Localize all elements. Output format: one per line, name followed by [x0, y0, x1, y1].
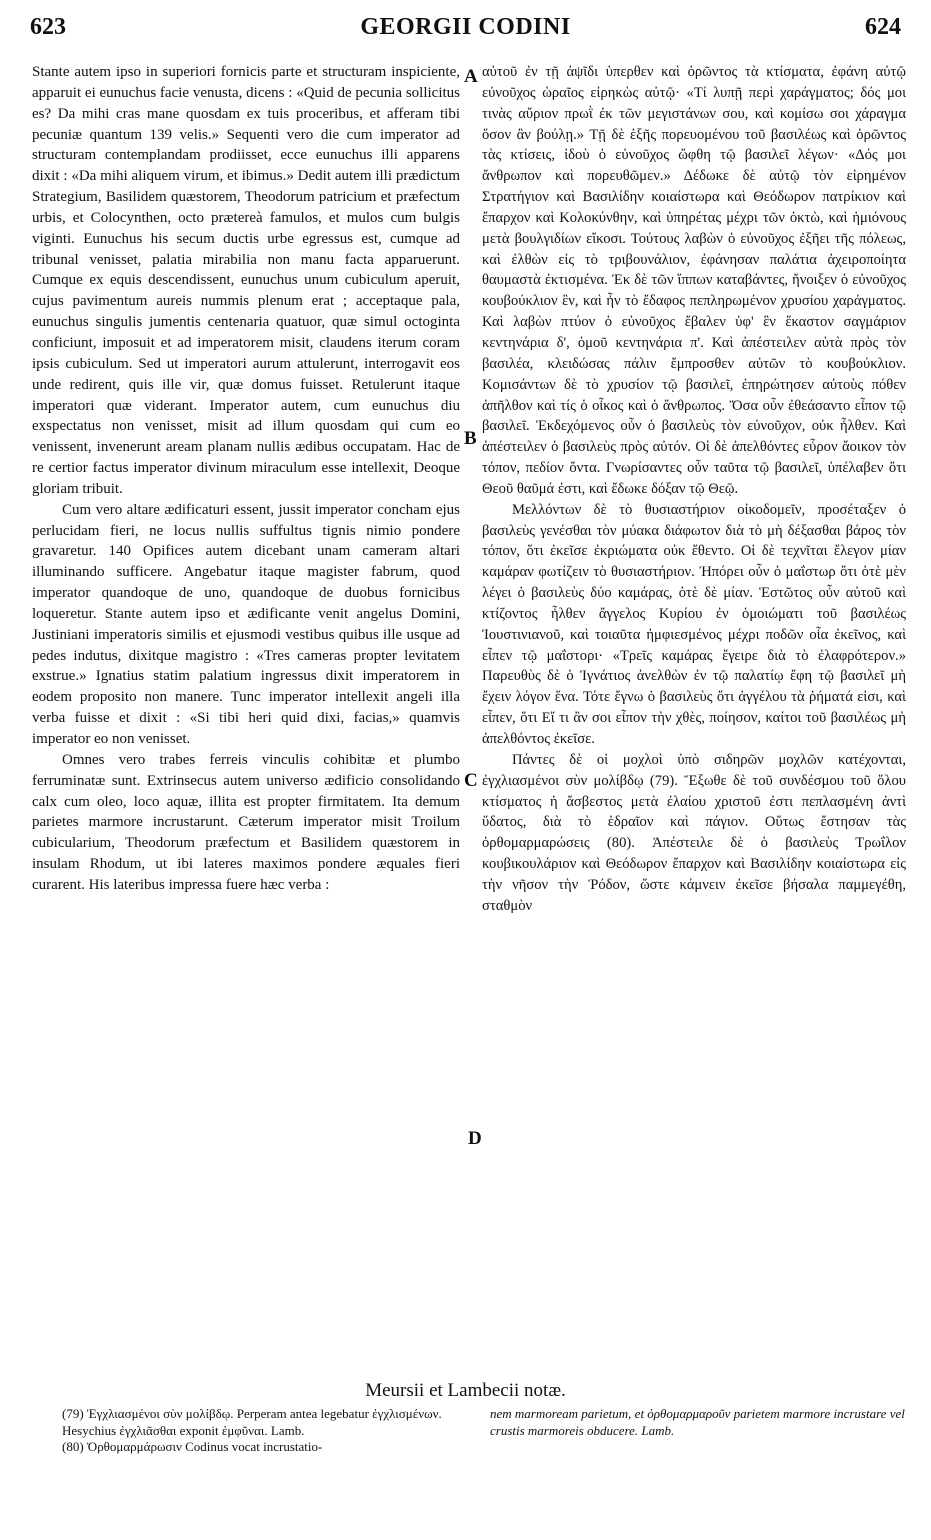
greek-paragraph: αὐτοῦ ἐν τῇ ἀψῖδι ὑπερθεν καὶ ὁρῶντος τὰ κτίσματα, ἐφάνη αὐτῷ εὐνοῦχος ὡραῖος εἰρηκὼς αὐτῷ· «Τί λυπῇ περὶ χαράγματος; δός μοι τινὰς αὔριον πρωῒ ἐκ τῶν μεγιστάνων σου, καὶ κομίσω σοι χάραγμα ὅσον ἂν βούλῃ.» Τῇ δὲ ἑξῆς πορευομένου τοῦ βασιλέως καὶ ὁρῶντος τὰς κτίσεις, ἰδοὺ ὁ εὐνοῦχος ὤφθη τῷ βασιλεῖ λέγων· «Δός μοι ἄνθρωπον καὶ πορευθῶμεν.» Δέδωκε δὲ αὐτῷ τὸν εἰρημένον Στρατήγιον καὶ Βασιλίδην κοιαίστωρα καὶ Θεόδωρον πατρίκιον καὶ ἔπαρχον καὶ Κολοκύνθην, καὶ ὑπηρέτας μέχρι τῶν ὀκτὼ, καὶ ἡμιόνους μετὰ βουλγιδίων εἴκοσι. Τούτους λαβὼν ὁ εὐνοῦχος ἐξῆει τῆς πόλεως, καὶ ἐλθὼν εἰς τὸ τριβουνάλιον, ἐφάνησαν παλάτια ἀχειροποίητα θαυμαστὰ ἐκτισμένα. Ἐκ δὲ τῶν ἵππων καταβάντες, ἤνοιξεν ὁ εὐνοῦχος κουβούκλιον ἓν, καὶ ἦν τὸ ἔδαφος πεπληρωμένον χρυσίου χαράγματος. Καὶ λαβὼν πτύον ὁ εὐνοῦχος ἔβαλεν ὑφ' ἓν ἕκαστον σαγμάριον κεντηνάρια δ', ὁμοῦ κεντηνάρια π'. Καὶ ἀπέστειλεν αὐτὰ πρὸς τὸν βασιλέα, κλειδώσας πάλιν ἔμπροσθεν αὐτῶν τὸ κουβούκλιον. Κομισάντων δὲ τὸ χρυσίον τῷ βασιλεῖ, ἐπηρώτησεν αὐτοὺς πόθεν ἀπῆλθον καὶ τίς ὁ οἶκος καὶ ὁ ἄνθρωπος. Ὅσα οὖν ἐθεάσαντο εἶπον τῷ βασιλεῖ. Ἐκδεχόμενος οὖν ὁ βασιλεὺς τὸν εὐνοῦχον, οὐκ ἦλθεν. Καὶ ἀπέστειλεν ὁ βασιλεὺς πρὸς αὐτόν. Οἱ δὲ ἀπελθόντες εὗρον ἄοικον τὸν τόπον, πεδίον ὄντα. Γνωρίσαντες οὖν ταῦτα τῷ βασιλεῖ, ὑπέλαβεν ὅτι Θεοῦ θαῦμά ἐστι, καὶ ἔδωκε δόξαν τῷ Θεῷ. — [482, 64, 906, 497]
notes-right-column — [490, 1406, 906, 1439]
margin-marker-a: A — [464, 66, 478, 87]
greek-paragraph: Μελλόντων δὲ τὸ θυσιαστήριον οἰκοδομεῖν, προσέταξεν ὁ βασιλεὺς γενέσθαι τὸν μύακα διάφωτον διὰ τὸ μὴ δέξασθαι βάρος τὸν τόπον, ὅτι ἐκεῖσε ἐκριώματα οὐκ ἔθεντο. Οἱ δὲ τεχνῖται ἔλεγον μίαν καμάραν φωτίζειν τὸ θυσιαστήριον. Ἠπόρει οὖν ὁ μαΐστωρ ὅτι ὁτὲ μὲν λέγει ὁ βασιλεὺς δύο καμάρας, ὁτὲ δὲ μίαν. Ἑστῶτος οὖν αὐτοῦ καὶ κτίζοντος ἦλθεν ἄγγελος Κυρίου ἐν ὁμοιώματι τοῦ βασιλέως Ἰουστινιανοῦ, καὶ τοιαῦτα ἠμφιεσμένος μέχρι ποδῶν οἷα ἐκεῖνος, καὶ εἶπεν τῷ μαΐστορι· «Τρεῖς καμάρας ἔγειρε διὰ τὸ ἐλαφρότερον.» Παρευθὺς δὲ ὁ Ἰγνάτιος ἀνελθὼν ἐν τῷ παλατίῳ ἔφη τῷ βασιλεῖ μὴ ἔχειν λόγον ἕνα. Τότε ἔγνω ὁ βασιλεὺς ὅτι ἀγγέλου τὰ ῥήματά εἰσι, καὶ εἶπεν, ὅτι Εἴ τι ἂν σοι εἶπον τὴν χθὲς, ποίησον, καίτοι τοῦ βασιλέως μὴ ἀπελθόντος ἐκεῖσε. — [482, 501, 906, 747]
page-number-right: 624 — [865, 14, 901, 40]
latin-paragraph: Omnes vero trabes ferreis vinculis cohibitæ et plumbo ferruminatæ sunt. Extrinsecus autem universo ædificio consolidando calx cum oleo, loco aquæ, illita est propter firmitatem. Ita demum parietes marmore incrustarunt. Cæterum imperator misit Troilum cubicularium, Theodorum præfectum et Basilidem quæstorem in insulam Rhodum, ut ibi lateres maximos pondere æquales fieri curarent. His lateribus impressa fuere hæc verba : — [32, 751, 460, 893]
page-number-left: 623 — [30, 14, 66, 40]
footnote: (80) Ὀρθομαρμάρωσιν Codinus vocat incrustatio- — [62, 1439, 323, 1454]
margin-marker-c: C — [464, 770, 478, 791]
margin-marker-d: D — [468, 1128, 482, 1149]
latin-paragraph: Cum vero altare ædificaturi essent, jussit imperator concham ejus perlucidam fieri, ne locus nullis suffultus tignis nimio pondere gravaretur. 140 Opifices autem dicebant unam cameram altari illuminando sufficere. Angebatur itaque magister fabrum, quod imperator quandoque de uno, quandoque de duobus fornicibus loqueretur. Stante autem ipso et ædificante venit angelus Domini, Justiniani imperatoris similis et ejusmodi vestibus quibus ille usque ad pedes indutus, dixitque magistro : «Tres cameras propter levitatem exstrue.» Ignatius statim palatium ingressus dixit imperatorem in eodem proposito non manere. Tunc imperator intellexit angeli illa verba fuisse et dixit : «Si tibi heri quid dixi, facias,» quamvis imperator eo non venisset. — [32, 501, 460, 747]
margin-marker-b: B — [464, 428, 477, 449]
latin-column — [32, 62, 460, 1392]
page-header — [0, 14, 931, 44]
greek-column — [482, 62, 906, 1392]
footnote: nem marmoream parietum, et ὀρθομαρμαροῦν parietem marmore incrustare vel crustis marmoreis obducere. Lamb. — [490, 1406, 905, 1438]
notes-left-column — [62, 1406, 462, 1456]
greek-paragraph: Πάντες δὲ οἱ μοχλοὶ ὑπὸ σιδηρῶν μοχλῶν κατέχονται, ἐγχλιασμένοι σὺν μολίβδῳ (79). Ἔξωθε δὲ τοῦ συνδέσμου τοῦ ὅλου κτίσματος ἡ ἄσβεστος μετὰ ἐλαίου χριστοῦ ἐστι πεπλασμένη ἀντὶ ὕδατος, διὰ τὸ ἑδραῖον καὶ πάγιον. Οὕτως ἔστησαν τὰς ὀρθομαρμαρώσεις (80). Ἀπέστειλε δὲ ὁ βασιλεὺς Τρωΐλον κουβικουλάριον καὶ Θεόδωρον ἔπαρχον καὶ Βασιλίδην κοιαίστωρα εἰς τὴν νῆσον τὴν Ῥόδον, ὥστε κάμνειν ἐκεῖσε βήσαλα παμμεγέθη, σταθμὸν — [482, 751, 906, 914]
notes-title: Meursii et Lambecii notæ. — [365, 1380, 566, 1401]
running-title: GEORGII CODINI — [360, 14, 571, 40]
latin-paragraph: Stante autem ipso in superiori fornicis parte et structuram inspiciente, apparuit ei eunuchus facie venusta, dicens : «Quid de pecunia sollicitus es? Da mihi cras mane quosdam ex tuis proceribus, et afferam tibi pecuniæ quantum 139 velis.» Sequenti vero die cum imperator ad structuram contemplandam prodiisset, ecce eunuchus illi apparens dixit : «Da mihi aliquem virum, et ibimus.» Dedit autem illi prædictum Strategium, Basilidem quæstorem, Theodorum patricium et præfectum urbis, et Colocynthen, octo prætereà famulos, et mulos cum bulgis viginti. Eunuchus his secum ductis urbe egressus est, cumque ad tribunal venisset, palatia mirabilia non manu facta apparuerunt. Cumque ex equis descendissent, eunuchus unum cubiculum aperuit, cujus pavimentum aureis nummis plenum erat ; acceptaque pala, eunuchus singulis jumentis centenaria quatuor, quæ simul octoginta conficiunt, imposuit et ad imperatorem misit, claudens iterum coram ipsis cubiculum. Sed ut imperatori aurum attulerunt, interrogavit eos unde redirent, quis ille vir, quæ domus fuisset. Retulerunt itaque imperatori quæ viderant. Imperator autem, cum eunuchus diu exspectatus non venisset, misit ad illum quosdam qui cum eo venissent, invenerunt aream planam nullis ædibus occupatam. Hac de re certior factus imperator divinum miraculum esse intellexit, Deoque gloriam tribuit. — [32, 64, 460, 497]
footnote: (79) Ἐγχλιασμένοι σὺν μολίβδῳ. Perperam antea legebatur ἐγχλισμένων. Hesychius ἐγχλιᾶσθαι exponit ἐμφῦναι. Lamb. — [62, 1406, 442, 1438]
